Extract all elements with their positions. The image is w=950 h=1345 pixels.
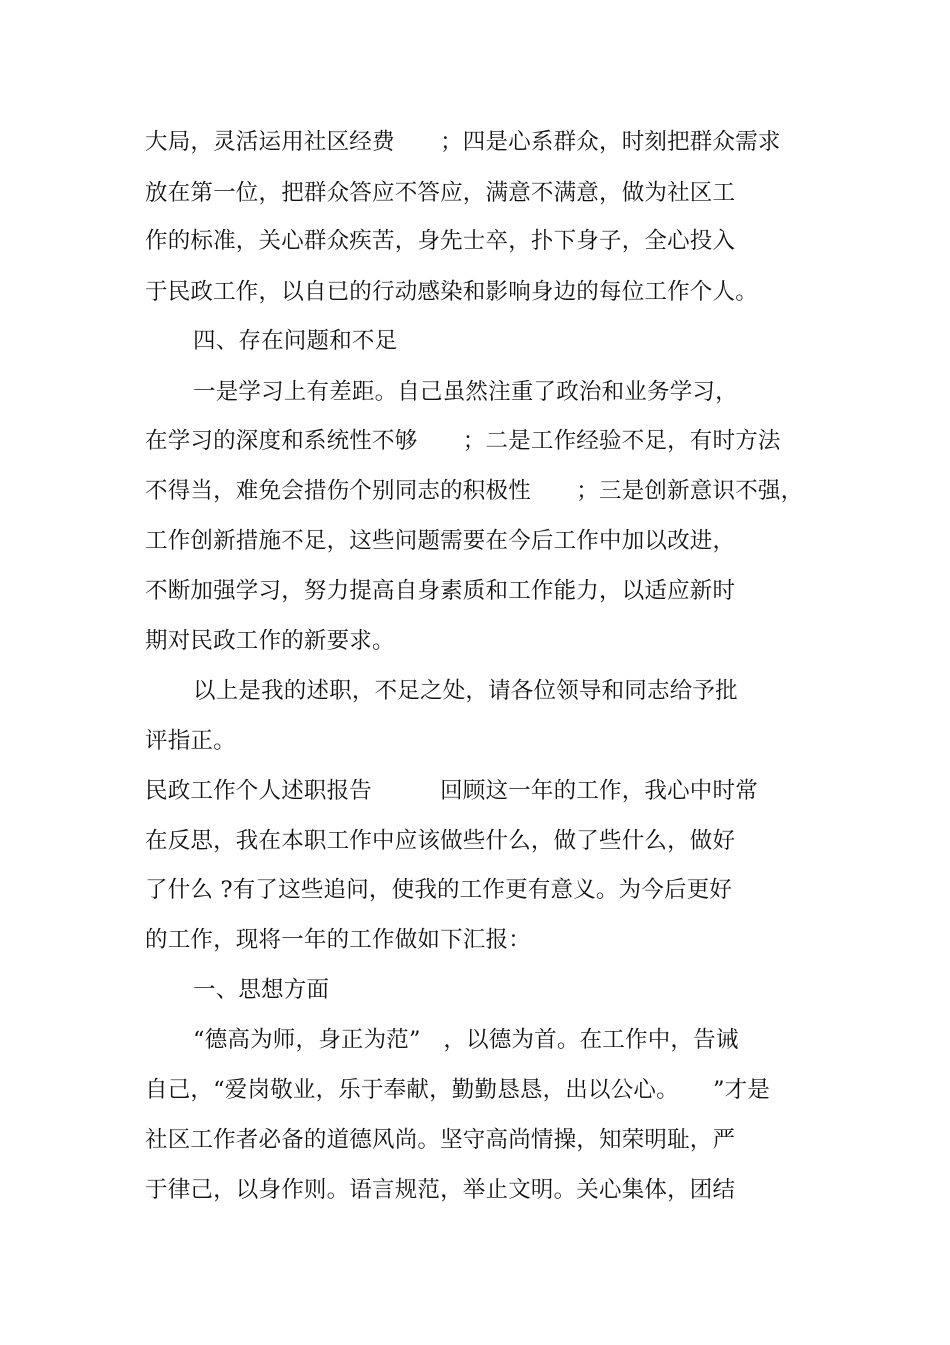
text-line: 了什么 ?有了这些追问，使我的工作更有意义。为今后更好 (145, 877, 733, 903)
text-line: “德高为师，身正为范” ，以德为首。在工作中，告诫 (193, 1027, 739, 1053)
text-line: 不得当，难免会措伤个别同志的积极性 ；三是创新意识不强， (145, 478, 804, 504)
section-heading: 四、存在问题和不足 (193, 328, 398, 354)
text-line: 社区工作者必备的道德风尚。坚守高尚情操，知荣明耻，严 (145, 1127, 736, 1153)
text-line: 于律己，以身作则。语言规范，举止文明。关心集体，团结 (145, 1177, 736, 1203)
text-line: 工作创新措施不足，这些问题需要在今后工作中加以改进， (145, 528, 736, 554)
section-heading: 一、思想方面 (193, 977, 330, 1003)
text-line: 在学习的深度和系统性不够 ；二是工作经验不足，有时方法 (145, 428, 781, 454)
text-line: 期对民政工作的新要求。 (145, 628, 395, 654)
report-title-line: 民政工作个人述职报告 回顾这一年的工作，我心中时常 (145, 778, 758, 804)
text-line: 自己，“爱岗敬业，乐于奉献，勤勤恳恳，出以公心。 ”才是 (145, 1077, 771, 1103)
text-line: 作的标准，关心群众疾苦，身先士卒，扑下身子，全心投入 (145, 228, 736, 254)
text-line: 不断加强学习，努力提高自身素质和工作能力，以适应新时 (145, 578, 736, 604)
text-line: 在反思，我在本职工作中应该做些什么，做了些什么，做好 (145, 828, 736, 854)
text-line: 评指正。 (145, 728, 236, 754)
text-line: 一是学习上有差距。自己虽然注重了政治和业务学习， (193, 379, 738, 405)
text-line: 大局，灵活运用社区经费 ；四是心系群众，时刻把群众需求 (145, 129, 781, 155)
text-line: 以上是我的述职，不足之处，请各位领导和同志给予批 (193, 678, 738, 704)
text-line: 于民政工作，以自已的行动感染和影响身边的每位工作个人。 (145, 279, 758, 305)
text-line: 放在第一位，把群众答应不答应，满意不满意，做为社区工 (145, 180, 736, 206)
text-line: 的工作，现将一年的工作做如下汇报： (145, 927, 531, 953)
